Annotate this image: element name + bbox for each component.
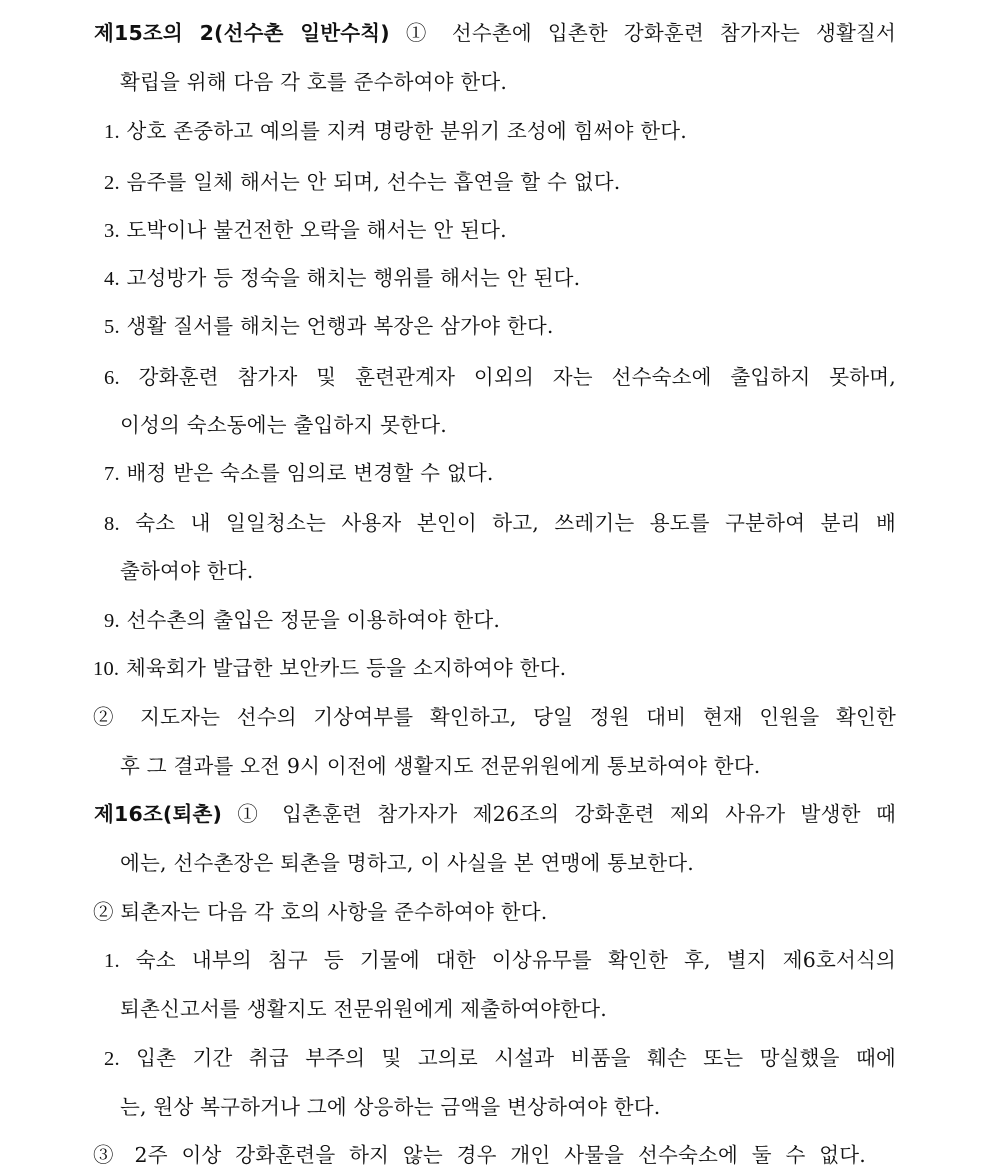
- item-number: 1.: [104, 950, 120, 972]
- article15-item-9: [104, 605, 992, 636]
- article15-item-6: [104, 362, 896, 393]
- article16-item-1: [104, 945, 896, 976]
- article16-heading: 제16조(퇴촌): [94, 802, 223, 826]
- article16-item-2: [104, 1043, 896, 1074]
- item-text: 선수촌의 출입은 정문을 이용하여야 한다.: [126, 608, 501, 632]
- article15-item-6-continuation: 이성의 숙소동에는 출입하지 못한다.: [120, 413, 447, 437]
- item-text: 배정 받은 숙소를 임의로 변경할 수 없다.: [126, 461, 494, 485]
- item-text: 입촌 기간 취급 부주의 및 고의로 시설과 비품을 훼손 또는 망실했을 때에: [136, 1046, 897, 1070]
- article15-item-3: [104, 215, 992, 246]
- item-text: 숙소 내 일일청소는 사용자 본인이 하고, 쓰레기는 용도를 구분하여 분리 배: [135, 511, 897, 535]
- article15-paragraph1-text: ① 선수촌에 입촌한 강화훈련 참가자는 생활질서: [389, 21, 897, 45]
- item-text: 숙소 내부의 침구 등 기물에 대한 이상유무를 확인한 후, 별지 제6호서식의: [135, 948, 896, 972]
- item-text: 고성방가 등 정숙을 해치는 행위를 해서는 안 된다.: [126, 266, 581, 290]
- item-number: 2.: [104, 1048, 120, 1070]
- article15-item-2: [104, 167, 992, 198]
- item-number: 2.: [104, 172, 120, 194]
- article15-item-10: [93, 653, 992, 684]
- article16-paragraph1-line2: 에는, 선수촌장은 퇴촌을 명하고, 이 사실을 본 연맹에 통보한다.: [120, 851, 694, 875]
- item-text: 체육회가 발급한 보안카드 등을 소지하여야 한다.: [125, 656, 567, 680]
- article15-paragraph1-line1: [94, 18, 896, 48]
- article16-paragraph1-text: ① 입촌훈련 참가자가 제26조의 강화훈련 제외 사유가 발생한 때: [222, 802, 896, 826]
- article16-item-1-continuation: 퇴촌신고서를 생활지도 전문위원에게 제출하여야한다.: [120, 997, 607, 1021]
- item-number: 6.: [104, 367, 120, 389]
- article15-item-8-continuation: 출하여야 한다.: [120, 559, 254, 583]
- item-number: 7.: [104, 463, 120, 485]
- article15-paragraph2-line1: ② 지도자는 선수의 기상여부를 확인하고, 당일 정원 대비 현재 인원을 확인한: [93, 705, 896, 729]
- item-number: 4.: [104, 268, 120, 290]
- article15-item-1: [104, 116, 992, 147]
- article15-paragraph2-line2: 후 그 결과를 오전 9시 이전에 생활지도 전문위원에게 통보하여야 한다.: [120, 754, 761, 778]
- item-text: 강화훈련 참가자 및 훈련관계자 이외의 자는 선수숙소에 출입하지 못하며,: [138, 365, 896, 389]
- article15-item-8: [104, 508, 896, 539]
- article16-paragraph2-line1: ② 퇴촌자는 다음 각 호의 사항을 준수하여야 한다.: [93, 900, 548, 924]
- article15-paragraph1-line2: 확립을 위해 다음 각 호를 준수하여야 한다.: [120, 70, 508, 94]
- article16-paragraph3-line1: ③ 2주 이상 강화훈련을 하지 않는 경우 개인 사물을 선수숙소에 둘 수 없다.: [93, 1143, 866, 1167]
- item-number: 5.: [104, 316, 120, 338]
- item-text: 생활 질서를 해치는 언행과 복장은 삼가야 한다.: [126, 314, 554, 338]
- article16-paragraph1-line1: [94, 799, 896, 829]
- article15-item-7: [104, 458, 992, 489]
- item-number: 1.: [104, 121, 120, 143]
- item-number: 3.: [104, 220, 120, 242]
- item-number: 8.: [104, 513, 120, 535]
- item-text: 음주를 일체 해서는 안 되며, 선수는 흡연을 할 수 없다.: [126, 170, 621, 194]
- item-text: 상호 존중하고 예의를 지켜 명랑한 분위기 조성에 힘써야 한다.: [126, 119, 688, 143]
- item-text: 도박이나 불건전한 오락을 해서는 안 된다.: [126, 218, 507, 242]
- article15-heading: 제15조의 2(선수촌 일반수칙): [94, 21, 390, 45]
- item-number: 9.: [104, 610, 120, 632]
- item-number: 10.: [93, 658, 120, 680]
- article15-item-4: [104, 263, 992, 294]
- article15-item-5: [104, 311, 992, 342]
- article16-item-2-continuation: 는, 원상 복구하거나 그에 상응하는 금액을 변상하여야 한다.: [120, 1095, 661, 1119]
